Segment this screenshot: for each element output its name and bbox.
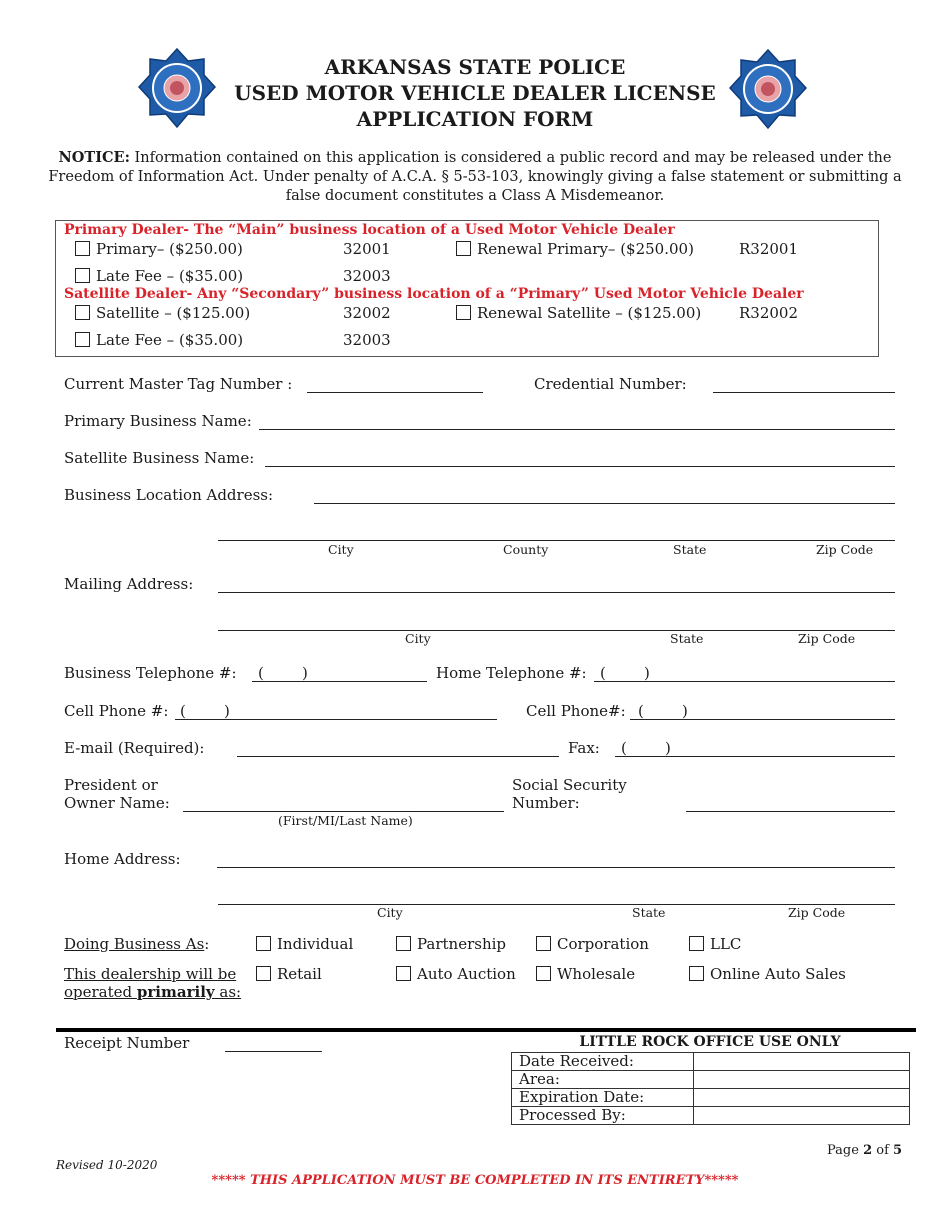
- primary-dealer-heading: Primary Dealer- The “Main” business location of a Used Motor Vehicle Dealer: [64, 222, 675, 238]
- fax-label: Fax:: [568, 739, 600, 757]
- satellite-label: Satellite – ($125.00): [96, 304, 251, 322]
- dba-individual-checkbox[interactable]: [256, 936, 271, 951]
- primary-business-field[interactable]: [259, 429, 895, 430]
- renewal-satellite-code: R32002: [739, 304, 799, 322]
- ssn-label-line-1: Social Security: [512, 776, 627, 794]
- dba-corporation[interactable]: [536, 935, 649, 953]
- office-row-label: Date Received:: [512, 1053, 694, 1071]
- operation-label-line-1: This dealership will be: [64, 965, 237, 983]
- mailing-state-caption: State: [670, 631, 704, 646]
- processed-by-cell[interactable]: [694, 1107, 910, 1125]
- credential-field[interactable]: [713, 392, 895, 393]
- late-fee-primary-checkbox[interactable]: [75, 268, 90, 283]
- business-city-caption: City: [328, 542, 354, 557]
- page-mid: of: [872, 1143, 894, 1158]
- title-line-2: USED MOTOR VEHICLE DEALER LICENSE: [234, 81, 716, 105]
- page-current: 2: [863, 1143, 873, 1158]
- option-satellite[interactable]: [75, 304, 250, 322]
- page-number: [827, 1143, 902, 1158]
- op-auto-auction-label: Auto Auction: [417, 965, 516, 983]
- operation-label-2b: primarily: [136, 983, 215, 1001]
- renewal-primary-label: Renewal Primary– ($250.00): [477, 240, 694, 258]
- owner-label-line-2: Owner Name:: [64, 794, 170, 812]
- late-fee-satellite-code: 32003: [343, 331, 391, 349]
- notice-paragraph: [30, 148, 920, 206]
- dba-label-colon: :: [204, 935, 210, 953]
- home-phone-paren: ( ): [600, 664, 650, 682]
- op-wholesale-label: Wholesale: [557, 965, 636, 983]
- business-zip-caption: Zip Code: [816, 542, 874, 557]
- cell-phone-paren: ( ): [180, 702, 230, 720]
- op-retail[interactable]: [256, 965, 322, 983]
- table-row: [512, 1053, 910, 1071]
- master-tag-field[interactable]: [307, 392, 483, 393]
- office-row-label: Expiration Date:: [512, 1089, 694, 1107]
- operation-type-label: [64, 965, 241, 1001]
- primary-label: Primary– ($250.00): [96, 240, 243, 258]
- ssn-field[interactable]: [686, 811, 895, 812]
- email-label: E-mail (Required):: [64, 739, 205, 757]
- dba-llc[interactable]: [689, 935, 741, 953]
- cell-phone-label: Cell Phone #:: [64, 702, 169, 720]
- op-wholesale-checkbox[interactable]: [536, 966, 551, 981]
- home-state-caption: State: [632, 905, 666, 920]
- page-total: 5: [893, 1143, 903, 1158]
- owner-name-field[interactable]: [183, 811, 504, 812]
- dba-label: [64, 935, 209, 953]
- owner-label-line-1: President or: [64, 776, 158, 794]
- master-tag-label: Current Master Tag Number :: [64, 375, 293, 393]
- page-prefix: Page: [827, 1143, 864, 1158]
- dba-corporation-label: Corporation: [557, 935, 649, 953]
- office-row-label: Processed By:: [512, 1107, 694, 1125]
- date-received-cell[interactable]: [694, 1053, 910, 1071]
- option-primary[interactable]: [75, 240, 243, 258]
- notice-text: Information contained on this application is considered a public record and may be released under the Freedom of Information Act. Under penalty of A.C.A. § 5-53-103, knowingly giving a false statement or submitting a false document constitutes a Class A Misdemeanor.: [48, 150, 902, 204]
- completion-warning: ***** THIS APPLICATION MUST BE COMPLETED IN ITS ENTIRETY*****: [211, 1173, 739, 1188]
- primary-code: 32001: [343, 240, 391, 258]
- business-location-label: Business Location Address:: [64, 486, 274, 504]
- title-line-1: ARKANSAS STATE POLICE: [324, 55, 626, 79]
- dba-partnership[interactable]: [396, 935, 506, 953]
- mailing-city-caption: City: [405, 631, 431, 646]
- op-online-checkbox[interactable]: [689, 966, 704, 981]
- home-street-field[interactable]: [217, 867, 895, 868]
- op-online-label: Online Auto Sales: [710, 965, 846, 983]
- dba-llc-label: LLC: [710, 935, 742, 953]
- dba-llc-checkbox[interactable]: [689, 936, 704, 951]
- satellite-code: 32002: [343, 304, 391, 322]
- op-auto-auction[interactable]: [396, 965, 516, 983]
- office-use-heading: LITTLE ROCK OFFICE USE ONLY: [579, 1034, 841, 1050]
- home-phone-label: Home Telephone #:: [436, 664, 587, 682]
- receipt-field[interactable]: [225, 1051, 322, 1052]
- notice-label: NOTICE:: [58, 149, 130, 166]
- business-state-caption: State: [673, 542, 707, 557]
- ssn-label-line-2: Number:: [512, 794, 580, 812]
- business-county-caption: County: [503, 542, 549, 557]
- renewal-satellite-checkbox[interactable]: [456, 305, 471, 320]
- section-divider: [56, 1028, 916, 1032]
- cell-phone2-label: Cell Phone#:: [526, 702, 626, 720]
- dba-partnership-label: Partnership: [417, 935, 507, 953]
- mailing-street-field[interactable]: [218, 592, 895, 593]
- table-row: [512, 1107, 910, 1125]
- renewal-satellite-label: Renewal Satellite – ($125.00): [477, 304, 702, 322]
- mailing-address-label: Mailing Address:: [64, 575, 194, 593]
- satellite-checkbox[interactable]: [75, 305, 90, 320]
- area-cell[interactable]: [694, 1071, 910, 1089]
- office-row-label: Area:: [512, 1071, 694, 1089]
- dba-individual-label: Individual: [277, 935, 354, 953]
- owner-name-label: [64, 776, 170, 812]
- late-fee-primary-code: 32003: [343, 267, 391, 285]
- late-fee-primary-label: Late Fee – ($35.00): [96, 267, 244, 285]
- mailing-zip-caption: Zip Code: [798, 631, 856, 646]
- option-renewal-primary[interactable]: [456, 240, 694, 258]
- revised-date: Revised 10-2020: [56, 1158, 158, 1172]
- mailing-city-field[interactable]: [218, 630, 895, 631]
- credential-label: Credential Number:: [534, 375, 687, 393]
- primary-checkbox[interactable]: [75, 241, 90, 256]
- home-address-label: Home Address:: [64, 850, 181, 868]
- option-renewal-satellite[interactable]: [456, 304, 701, 322]
- table-row: [512, 1089, 910, 1107]
- title-line-3: APPLICATION FORM: [356, 107, 594, 131]
- renewal-primary-code: R32001: [739, 240, 799, 258]
- operation-label-line-2: [64, 983, 241, 1001]
- business-phone-label: Business Telephone #:: [64, 664, 237, 682]
- business-location-street-field[interactable]: [314, 503, 895, 504]
- operation-label-2c: as:: [214, 983, 242, 1001]
- home-zip-caption: Zip Code: [788, 905, 846, 920]
- dba-label-text: Doing Business As: [64, 935, 205, 953]
- dba-corporation-checkbox[interactable]: [536, 936, 551, 951]
- late-fee-satellite-checkbox[interactable]: [75, 332, 90, 347]
- satellite-business-field[interactable]: [265, 466, 895, 467]
- op-auto-auction-checkbox[interactable]: [396, 966, 411, 981]
- dba-individual[interactable]: [256, 935, 353, 953]
- expiration-date-cell[interactable]: [694, 1089, 910, 1107]
- satellite-business-label: Satellite Business Name:: [64, 449, 255, 467]
- op-wholesale[interactable]: [536, 965, 635, 983]
- late-fee-satellite-label: Late Fee – ($35.00): [96, 331, 244, 349]
- table-row: [512, 1071, 910, 1089]
- business-phone-paren: ( ): [258, 664, 308, 682]
- business-location-city-field[interactable]: [218, 540, 895, 541]
- option-late-fee-primary[interactable]: [75, 267, 243, 285]
- dba-partnership-checkbox[interactable]: [396, 936, 411, 951]
- form-title: [0, 54, 950, 132]
- office-use-table: [511, 1052, 910, 1125]
- operation-label-2a: operated: [64, 983, 137, 1001]
- receipt-label: Receipt Number: [64, 1034, 190, 1052]
- home-city-caption: City: [377, 905, 403, 920]
- op-retail-checkbox[interactable]: [256, 966, 271, 981]
- renewal-primary-checkbox[interactable]: [456, 241, 471, 256]
- option-late-fee-satellite[interactable]: [75, 331, 243, 349]
- op-retail-label: Retail: [277, 965, 322, 983]
- satellite-dealer-heading: Satellite Dealer- Any “Secondary” business location of a “Primary” Used Motor Vehicle Dealer: [64, 286, 804, 302]
- fax-paren: ( ): [621, 739, 671, 757]
- ssn-label: [512, 776, 627, 812]
- primary-business-label: Primary Business Name:: [64, 412, 252, 430]
- owner-name-hint: (First/MI/Last Name): [278, 813, 413, 828]
- op-online[interactable]: [689, 965, 846, 983]
- cell-phone2-paren: ( ): [638, 702, 688, 720]
- email-field[interactable]: [237, 756, 559, 757]
